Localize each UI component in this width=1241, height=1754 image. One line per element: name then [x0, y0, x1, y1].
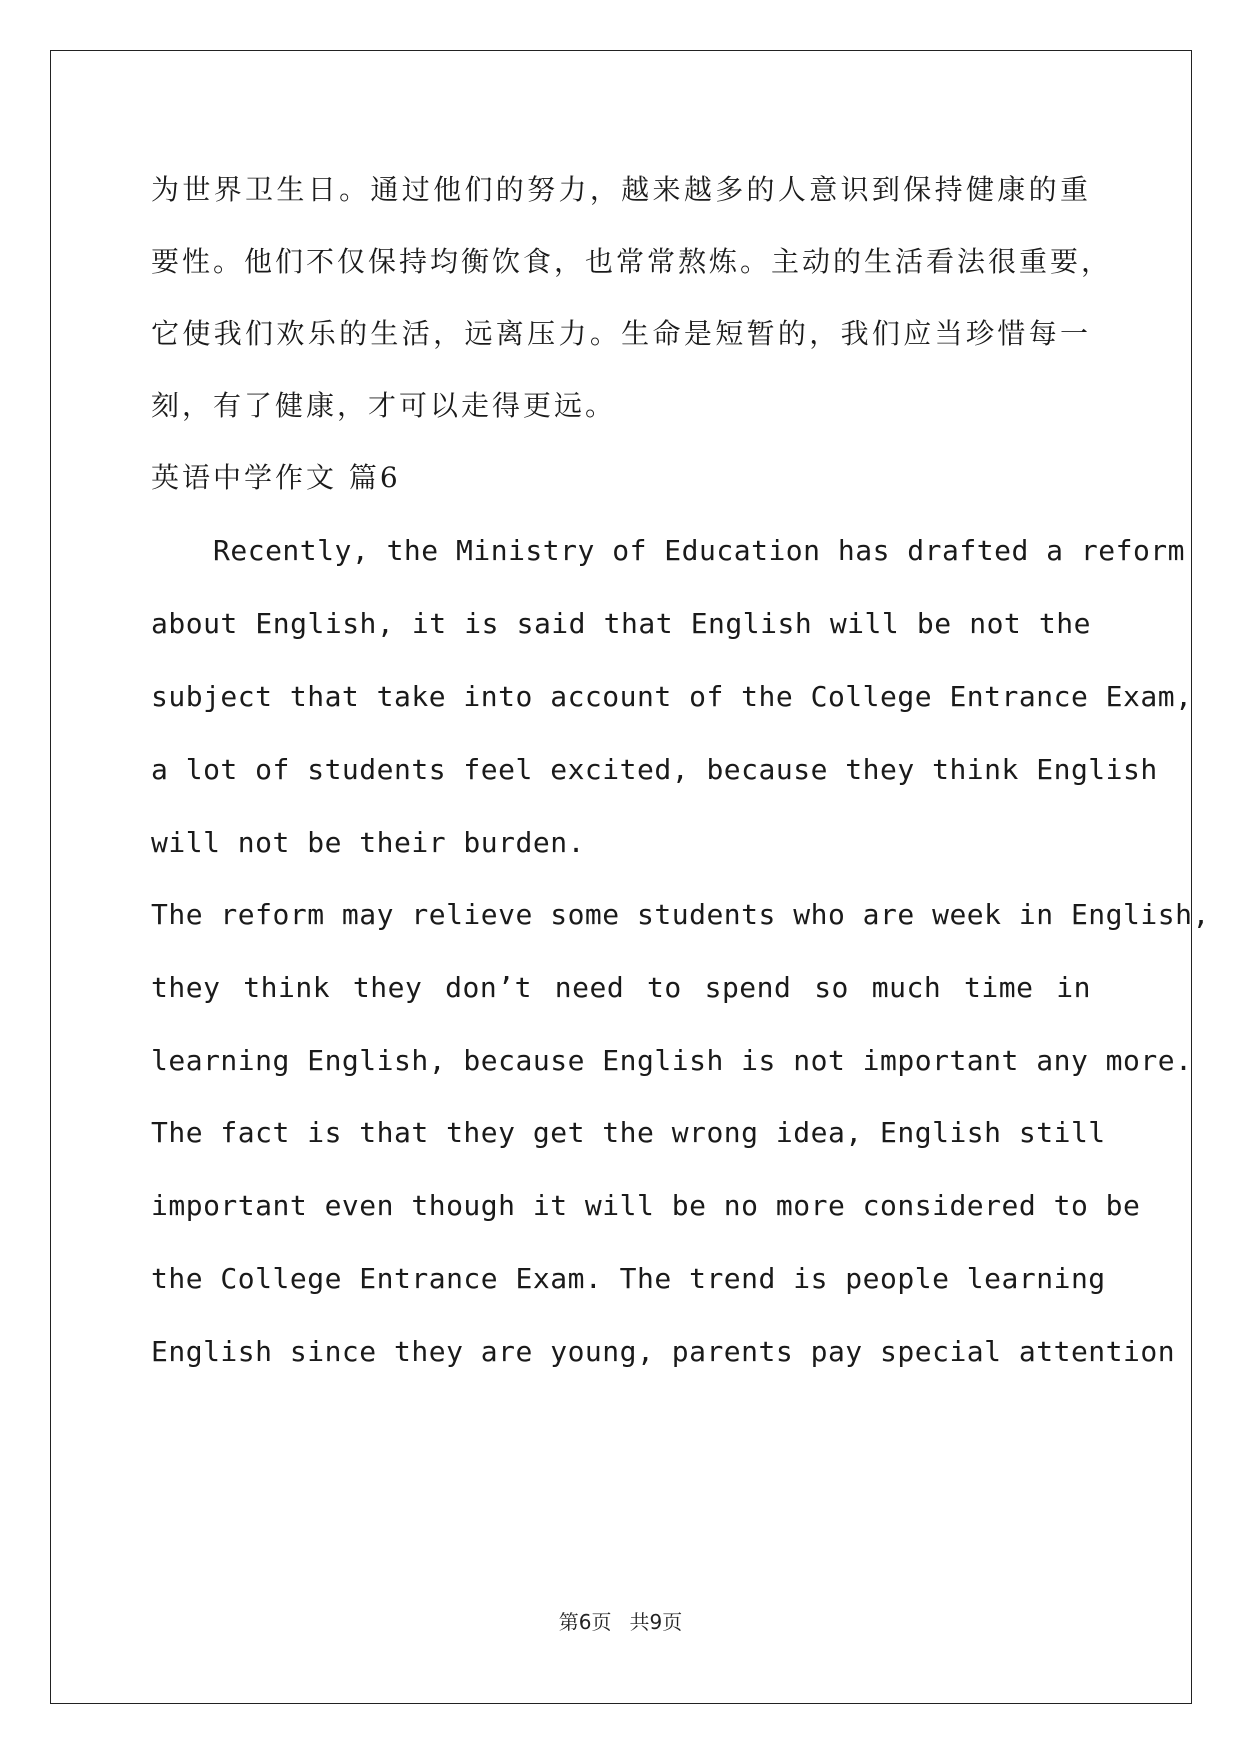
body-line-2: 要性。他们不仅保持均衡饮食，也常常熬炼。主动的生活看法很重要，: [151, 245, 1113, 278]
page-total: 共9页: [629, 1610, 683, 1634]
body-line-16: the College Entrance Exam. The trend is people learning: [151, 1262, 1106, 1295]
body-line-12: they think they don’t need to spend so much time in: [151, 971, 1091, 1004]
body-line-15: important even though it will be no more considered to be: [151, 1189, 1141, 1222]
body-line-3: 它使我们欢乐的生活，远离压力。生命是短暂的，我们应当珍惜每一: [151, 317, 1091, 350]
body-line-9: a lot of students feel excited, because they think English: [151, 753, 1158, 786]
page-footer: [0, 1606, 1241, 1635]
body-line-7: about English, it is said that English will be not the: [151, 607, 1091, 640]
body-line-14: The fact is that they get the wrong idea, English still: [151, 1116, 1106, 1149]
page-number: 第6页: [558, 1610, 612, 1634]
body-line-10: will not be their burden.: [151, 826, 585, 859]
body-line-4: 刻，有了健康，才可以走得更远。: [151, 389, 617, 422]
body-line-13: learning English, because English is not important any more.: [151, 1044, 1193, 1077]
section-heading: 英语中学作文 篇6: [151, 461, 401, 494]
body-line-11: The reform may relieve some students who are week in English,: [151, 898, 1210, 931]
body-line-1: 为世界卫生日。通过他们的努力，越来越多的人意识到保持健康的重: [151, 173, 1091, 206]
body-line-6: Recently, the Ministry of Education has drafted a reform: [213, 534, 1186, 567]
body-line-17: English since they are young, parents pay special attention: [151, 1335, 1176, 1368]
body-line-8: subject that take into account of the College Entrance Exam,: [151, 680, 1193, 713]
page-border: [50, 50, 1210, 1704]
